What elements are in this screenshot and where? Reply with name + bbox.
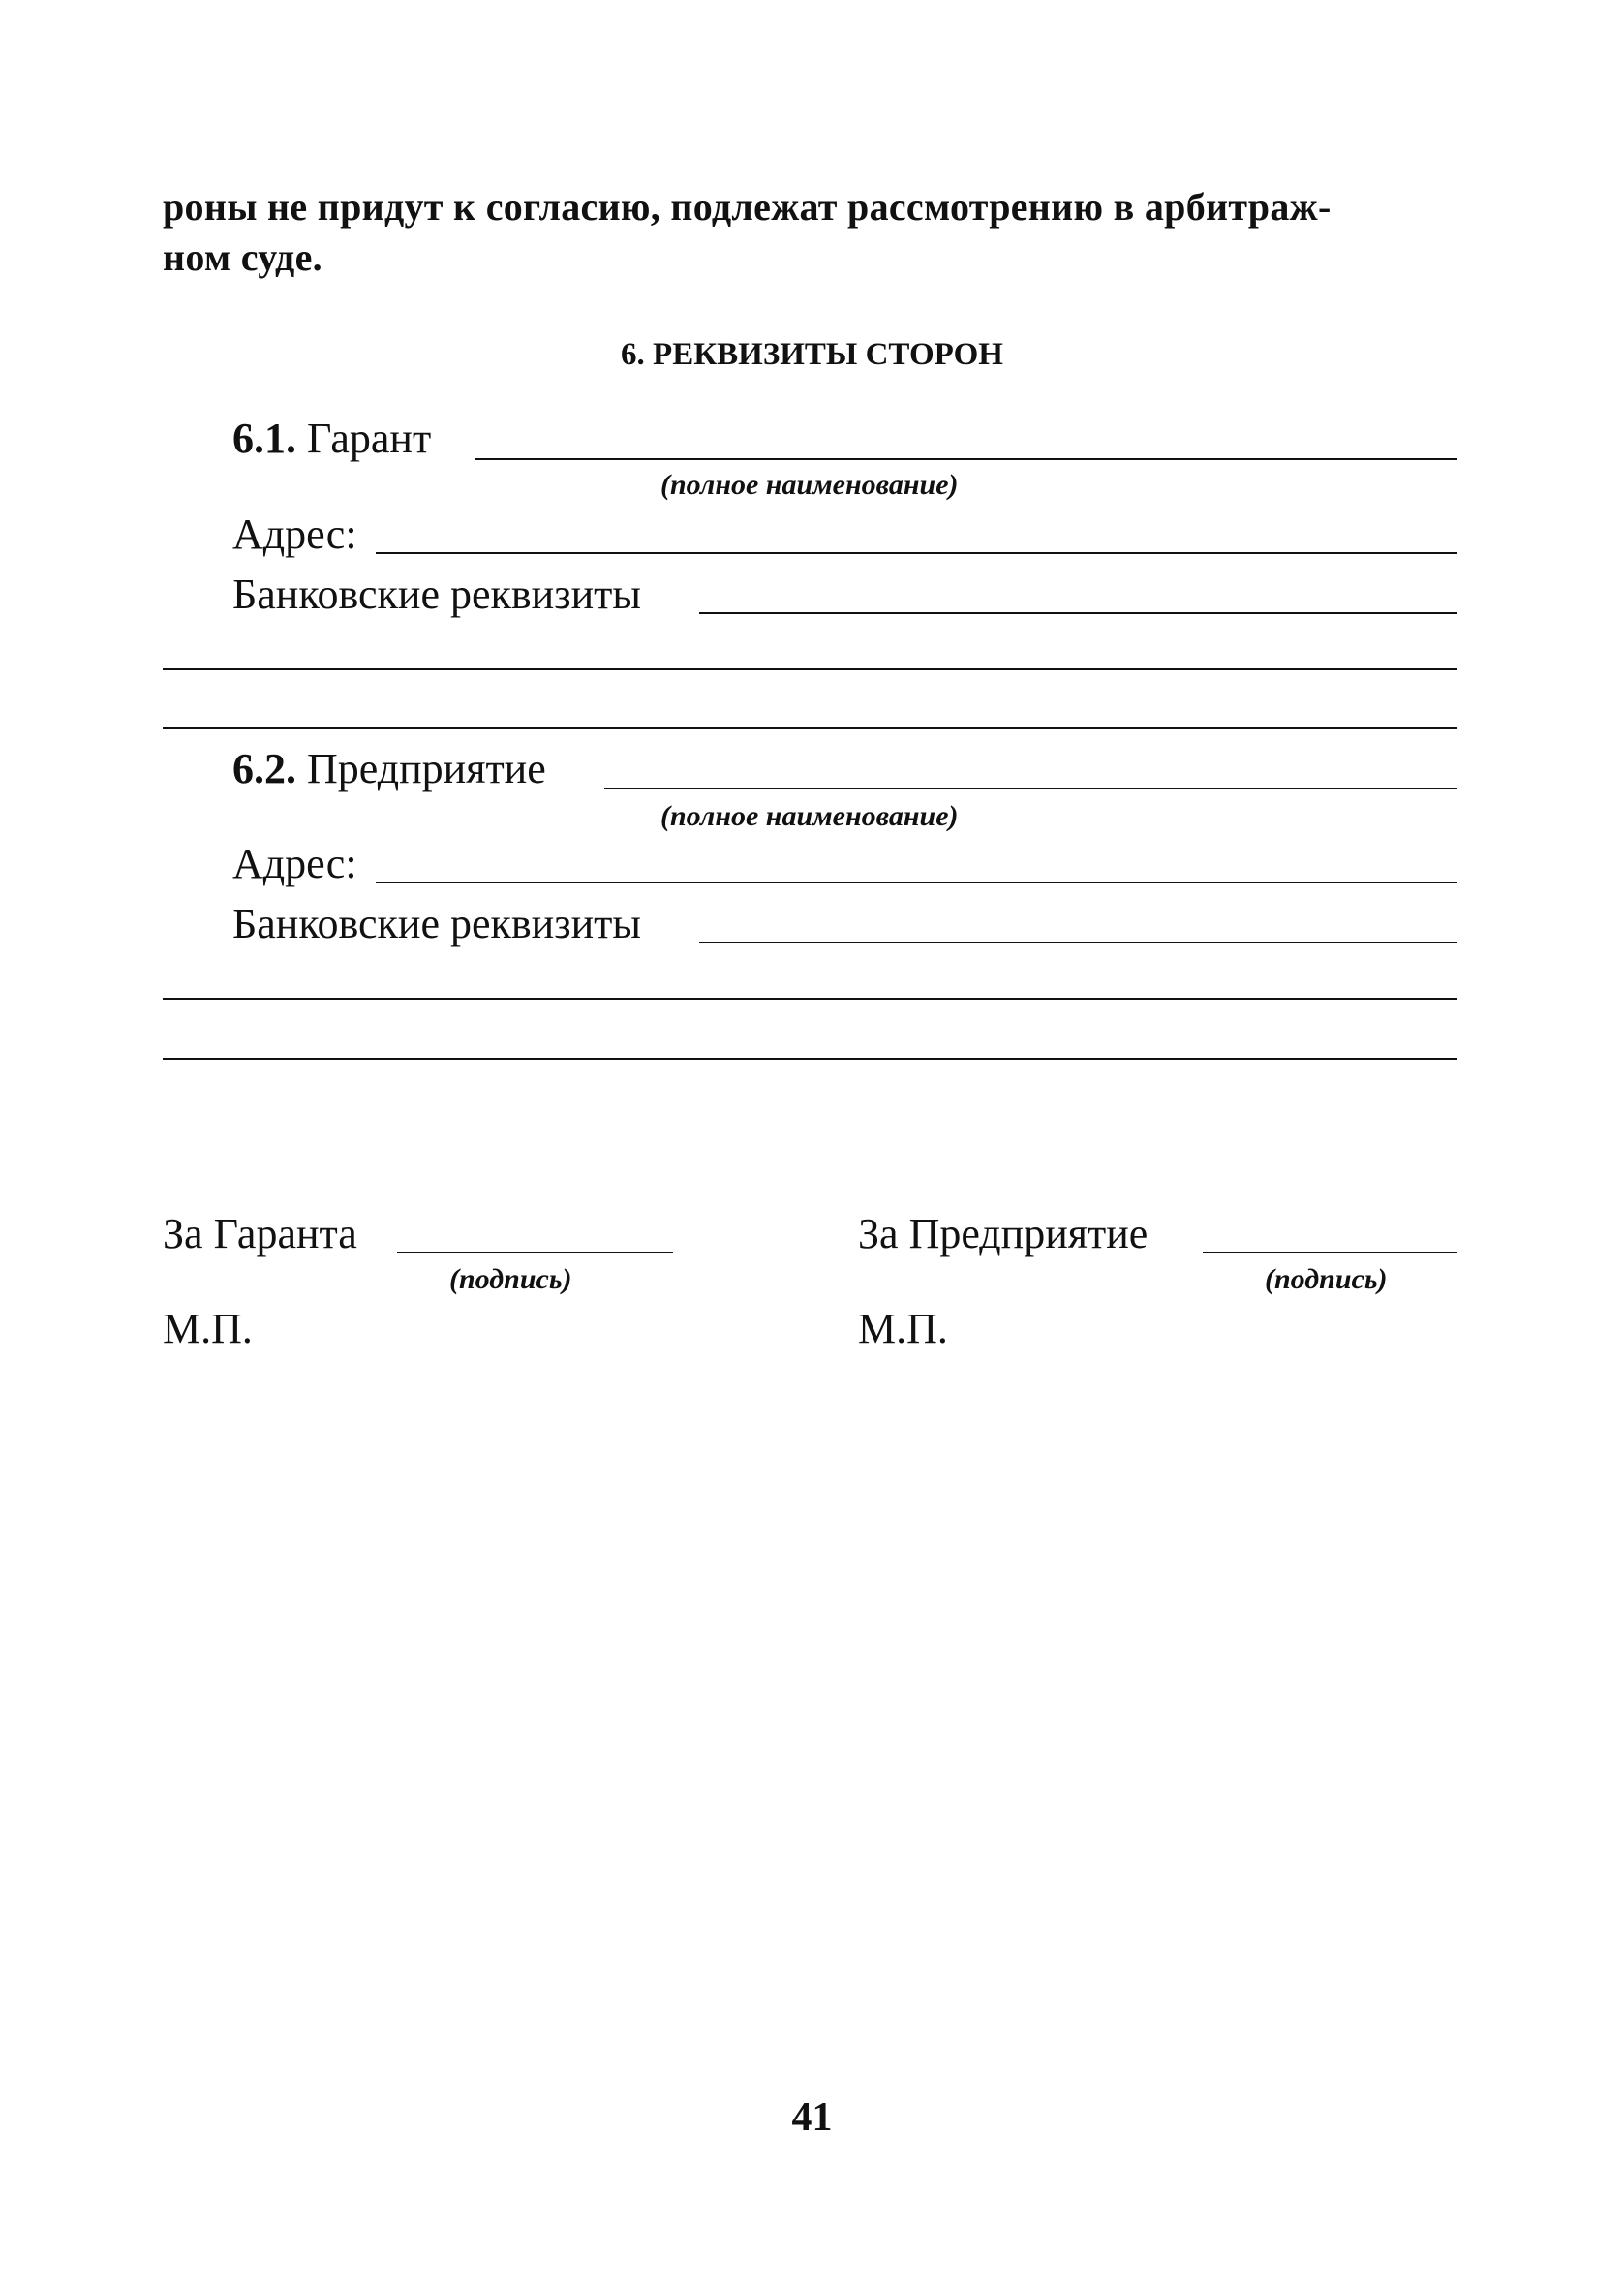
bank-details-field-continued[interactable]: [163, 1058, 1457, 1060]
paragraph-line-1: роны не придут к согласию, подлежат рассмотрению в арбитраж-: [163, 185, 1332, 229]
party-name-line: [232, 414, 431, 463]
page-number: 41: [791, 2095, 833, 2140]
signature-field[interactable]: [1203, 1252, 1457, 1253]
party-name-field[interactable]: [475, 458, 1457, 460]
bank-details-field-continued[interactable]: [163, 727, 1457, 729]
field-caption: (полное наименование): [660, 469, 959, 501]
seal-placeholder: М.П.: [163, 1305, 253, 1352]
bank-details-field[interactable]: [699, 942, 1457, 943]
bank-details-field-continued[interactable]: [163, 668, 1457, 670]
address-field[interactable]: [376, 552, 1457, 554]
clause-number: 6.2.: [232, 745, 296, 792]
field-caption: (полное наименование): [660, 800, 959, 832]
signature-field[interactable]: [397, 1252, 673, 1253]
address-label: Адрес:: [232, 510, 357, 558]
clause-number: 6.1.: [232, 415, 296, 462]
signature-label: За Гаранта: [163, 1210, 357, 1257]
bank-details-field-continued[interactable]: [163, 998, 1457, 1000]
address-field[interactable]: [376, 882, 1457, 883]
section-heading: 6. РЕКВИЗИТЫ СТОРОН: [621, 337, 1003, 372]
bank-details-label: Банковские реквизиты: [232, 571, 641, 618]
bank-details-field[interactable]: [699, 612, 1457, 614]
party-name-label: Гарант: [307, 415, 432, 462]
party-name-label: Предприятие: [307, 745, 546, 792]
seal-placeholder: М.П.: [858, 1305, 948, 1352]
party-name-field[interactable]: [604, 788, 1457, 789]
signature-label: За Предприятие: [858, 1210, 1149, 1257]
bank-details-label: Банковские реквизиты: [232, 900, 641, 947]
address-label: Адрес:: [232, 840, 357, 887]
signature-caption: (подпись): [449, 1263, 572, 1295]
party-name-line: [232, 744, 546, 793]
paragraph-line-2: ном суде.: [163, 235, 322, 279]
signature-caption: (подпись): [1265, 1263, 1388, 1295]
